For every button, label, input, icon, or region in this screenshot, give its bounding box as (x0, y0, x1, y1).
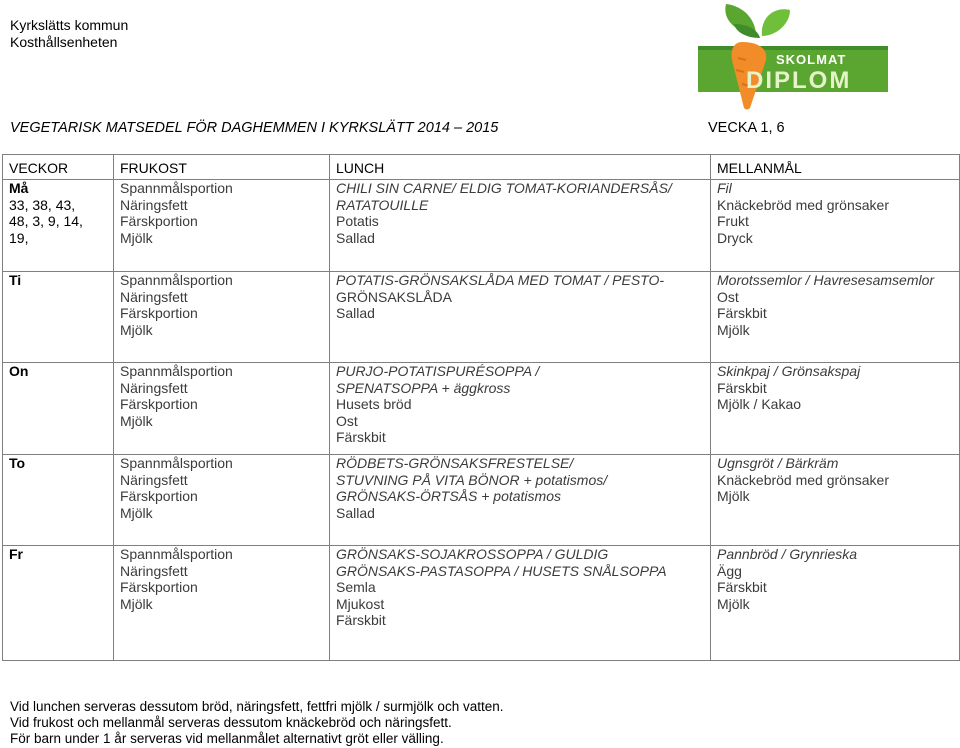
menu-item: Frukt (717, 213, 749, 229)
menu-item: Näringsfett (120, 196, 188, 213)
day-cell (3, 272, 114, 363)
menu-item: Mjölk (120, 412, 153, 429)
menu-item: Husets bröd (336, 396, 412, 412)
footnote: För barn under 1 år serveras vid mellanmålet alternativt gröt eller välling. (10, 731, 444, 746)
menu-item: Sallad (336, 229, 375, 246)
menu-item: Ägg (717, 562, 742, 579)
organization-header (10, 17, 128, 51)
week-label: VECKA 1, 6 (708, 120, 785, 136)
menu-item: Skinkpaj / Grönsakspaj (717, 363, 861, 379)
day-label: Må (9, 180, 29, 196)
menu-item: Färskportion (120, 579, 198, 595)
menu-item: Näringsfett (120, 562, 188, 579)
org-name: Kyrkslätts kommun (10, 17, 129, 33)
breakfast-cell (114, 272, 330, 363)
menu-item: Morotssemlor / Havresesamsemlor (717, 272, 935, 288)
menu-item: Spannmålsportion (120, 455, 233, 471)
menu-item: Mjölk / Kakao (717, 396, 802, 412)
day-label: Fr (9, 546, 23, 562)
menu-item: CHILI SIN CARNE/ ELDIG TOMAT-KORIANDERSÅS/ (336, 180, 672, 196)
menu-row (3, 180, 960, 272)
menu-item: Spannmålsportion (120, 546, 233, 562)
week-numbers: 19, (9, 229, 29, 246)
menu-item: RÖDBETS-GRÖNSAKSFRESTELSE/ (336, 455, 574, 471)
breakfast-cell (114, 546, 330, 661)
menu-item: Mjölk (120, 229, 153, 246)
menu-item: GRÖNSAKS-SOJAKROSSOPPA / GULDIG (336, 546, 609, 562)
logo-small-text: SKOLMAT (776, 52, 847, 67)
menu-item: Färskportion (120, 396, 198, 412)
menu-item: Mjölk (717, 488, 750, 504)
menu-item: Mjukost (336, 595, 385, 612)
menu-item: Mjölk (717, 595, 750, 612)
lunch-cell (330, 455, 711, 546)
menu-item: Färskbit (717, 379, 767, 396)
menu-item: Näringsfett (120, 379, 188, 396)
menu-item: Mjölk (120, 321, 153, 338)
menu-item: Färskbit (336, 429, 386, 445)
menu-item: Spannmålsportion (120, 272, 233, 288)
day-cell (3, 363, 114, 455)
week-numbers: 33, 38, 43, (9, 196, 76, 213)
menu-item: Färskbit (336, 612, 386, 628)
menu-item: Näringsfett (120, 288, 188, 305)
week-numbers: 48, 3, 9, 14, (9, 213, 83, 229)
logo-big-text: DIPLOM (746, 67, 852, 94)
menu-item: Mjölk (120, 595, 153, 612)
menu-item: Färskbit (717, 305, 767, 321)
menu-item: Mjölk (717, 321, 750, 338)
menu-item: RATATOUILLE (336, 196, 429, 213)
lunch-cell (330, 546, 711, 661)
menu-item: Sallad (336, 504, 375, 521)
menu-item: Ugnsgröt / Bärkräm (717, 455, 839, 471)
menu-row (3, 455, 960, 546)
menu-item: Dryck (717, 229, 753, 246)
menu-item: Färskportion (120, 213, 198, 229)
menu-item: Fil (717, 180, 732, 196)
menu-heading (10, 120, 794, 136)
menu-item: PURJO-POTATISPURÉSOPPA / (336, 363, 540, 379)
menu-row (3, 363, 960, 455)
menu-item: Spannmålsportion (120, 363, 233, 379)
footnotes (10, 699, 503, 747)
lunch-cell (330, 272, 711, 363)
column-header-weeks: VECKOR (3, 155, 114, 180)
lunch-cell (330, 363, 711, 455)
menu-row (3, 272, 960, 363)
column-header-breakfast: FRUKOST (114, 155, 330, 180)
menu-item: Semla (336, 579, 376, 595)
footnote: Vid frukost och mellanmål serveras dessutom knäckebröd och näringsfett. (10, 715, 452, 730)
menu-item: Pannbröd / Grynrieska (717, 546, 858, 562)
skolmat-diplom-logo (664, 2, 890, 110)
footnote: Vid lunchen serveras dessutom bröd, näringsfett, fettfri mjölk / surmjölk och vatten. (10, 699, 504, 714)
menu-item: STUVNING PÅ VITA BÖNOR + potatismos/ (336, 471, 608, 488)
day-label: On (9, 363, 29, 379)
org-unit: Kosthållsenheten (10, 34, 118, 50)
menu-item: POTATIS-GRÖNSAKSLÅDA MED TOMAT / PESTO- (336, 272, 665, 288)
menu-item: Mjölk (120, 504, 153, 521)
menu-item: Knäckebröd med grönsaker (717, 196, 889, 213)
breakfast-cell (114, 180, 330, 272)
menu-item: Ost (336, 412, 358, 429)
menu-item: Potatis (336, 213, 379, 229)
day-cell (3, 455, 114, 546)
snack-cell (711, 546, 960, 661)
breakfast-cell (114, 363, 330, 455)
menu-table (2, 154, 960, 661)
menu-item: GRÖNSAKS-PASTASOPPA / HUSETS SNÅLSOPPA (336, 562, 667, 579)
menu-item: GRÖNSAKSLÅDA (336, 288, 452, 305)
snack-cell (711, 180, 960, 272)
menu-item: Spannmålsportion (120, 180, 233, 196)
menu-item: Näringsfett (120, 471, 188, 488)
column-header-snack: MELLANMÅL (711, 155, 960, 180)
menu-title: VEGETARISK MATSEDEL FÖR DAGHEMMEN I KYRKSLÄTT 2014 – 2015 (10, 120, 499, 136)
menu-item: Färskportion (120, 488, 198, 504)
menu-row (3, 546, 960, 661)
column-header-lunch: LUNCH (330, 155, 711, 180)
menu-item: Sallad (336, 305, 375, 321)
day-label: To (9, 455, 26, 471)
day-label: Ti (9, 272, 22, 288)
menu-item: Knäckebröd med grönsaker (717, 471, 889, 488)
snack-cell (711, 455, 960, 546)
day-cell (3, 546, 114, 661)
menu-item: SPENATSOPPA + äggkross (336, 379, 511, 396)
menu-item: Färskportion (120, 305, 198, 321)
menu-item: Ost (717, 288, 739, 305)
header-row (3, 155, 960, 180)
day-cell (3, 180, 114, 272)
lunch-cell (330, 180, 711, 272)
menu-item: GRÖNSAKS-ÖRTSÅS + potatismos (336, 488, 561, 504)
snack-cell (711, 272, 960, 363)
snack-cell (711, 363, 960, 455)
breakfast-cell (114, 455, 330, 546)
menu-item: Färskbit (717, 579, 767, 595)
